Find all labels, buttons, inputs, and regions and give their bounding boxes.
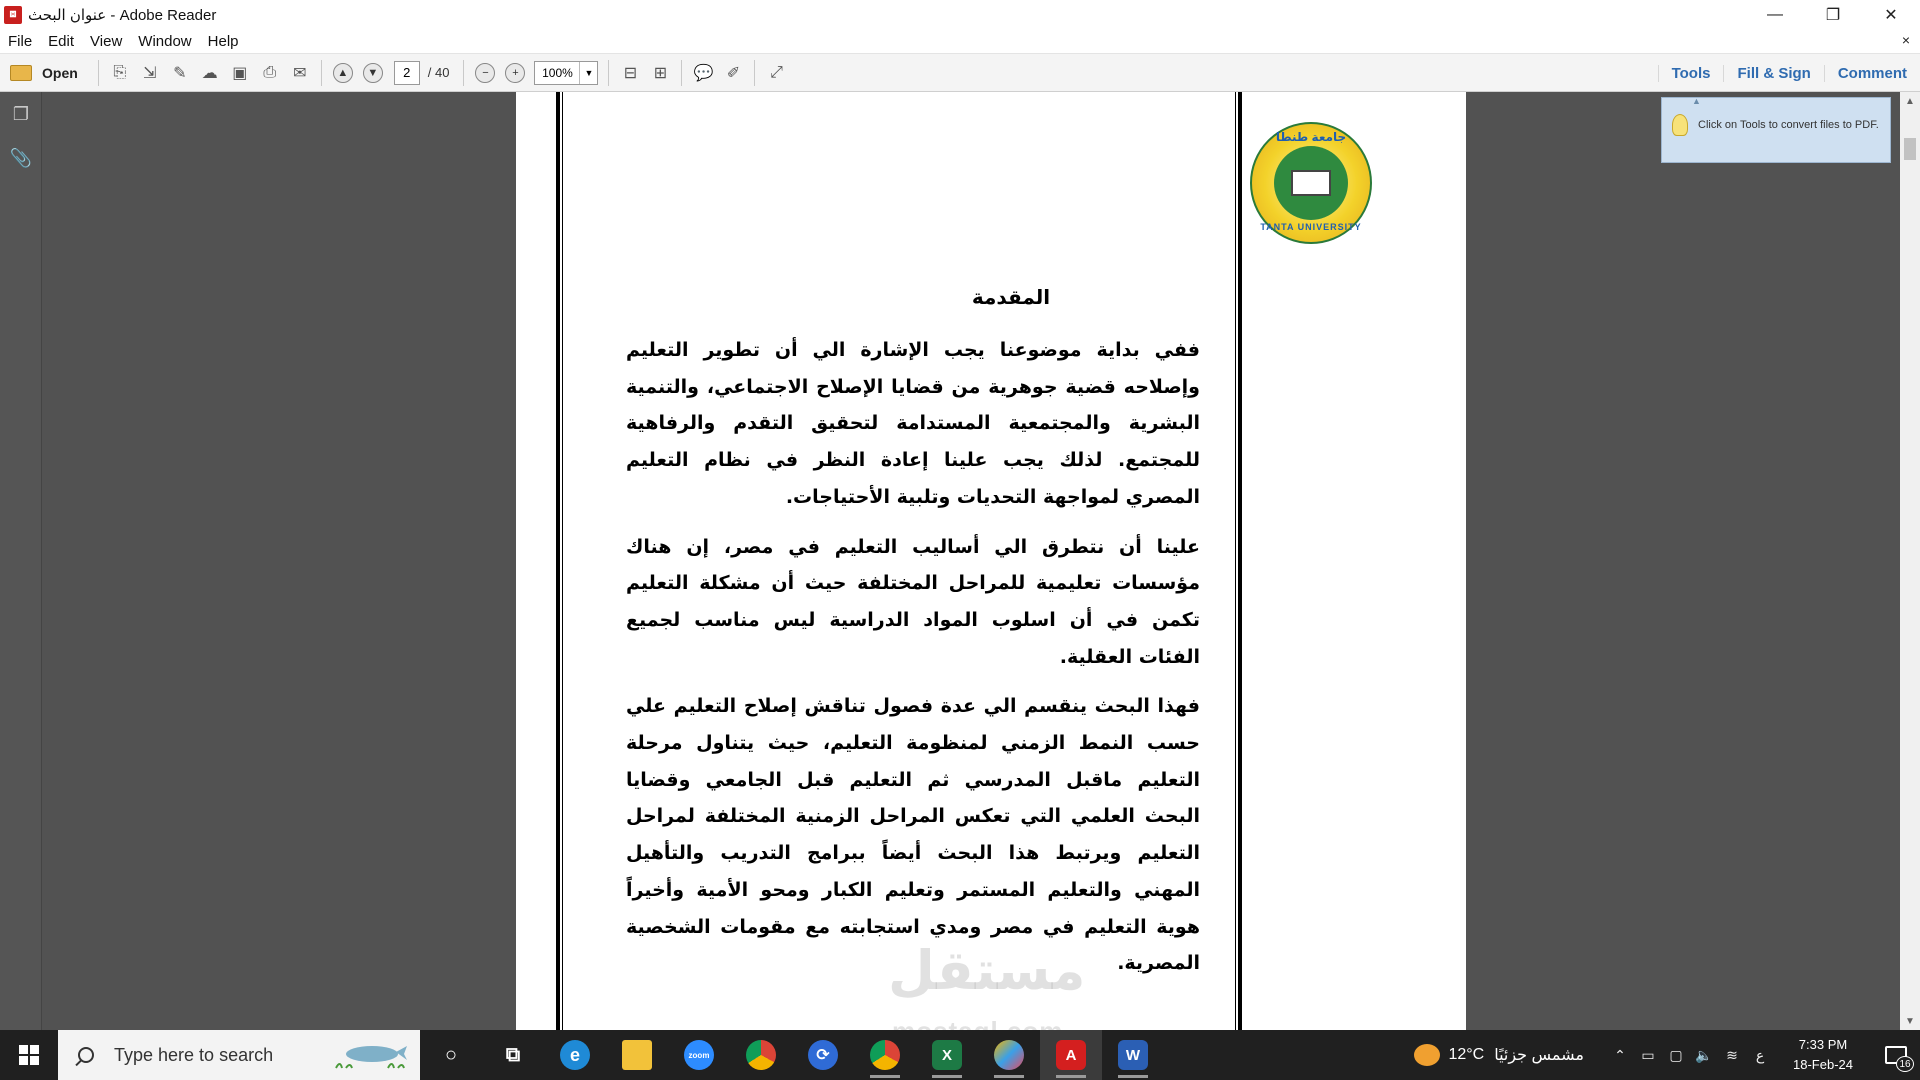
scroll-down-icon[interactable]: ▼ <box>1905 1015 1915 1027</box>
adobe-reader-icon: ⧈ <box>4 6 22 24</box>
comment-link[interactable]: Comment <box>1824 65 1920 82</box>
attachments-icon[interactable]: 📎 <box>9 147 33 168</box>
excel-icon[interactable] <box>916 1030 978 1080</box>
scroll-thumb[interactable] <box>1904 138 1916 160</box>
notification-count: 16 <box>1896 1056 1914 1072</box>
tools-tooltip <box>1661 97 1891 163</box>
volume-icon[interactable]: 🔈 <box>1695 1046 1713 1063</box>
file-explorer-icon[interactable] <box>606 1030 668 1080</box>
restore-button[interactable]: ❐ <box>1825 6 1841 24</box>
menu-bar <box>0 29 1920 54</box>
taskbar-search[interactable] <box>58 1030 420 1080</box>
clock-time: 7:33 PM <box>1798 1037 1848 1052</box>
paragraph: علينا أن نتطرق الي أساليب التعليم في مصر، إن هناك مؤسسات تعليمية للمراحل المختلفة حيث أن مشكلة التعليم تكمن في أن اسلوب المواد الدراسية ليس مناسب لجميع الفئات العقلية. <box>626 535 1200 668</box>
fit-width-icon[interactable]: ⊞ <box>653 64 668 82</box>
open-label: Open <box>42 64 78 81</box>
sync-icon[interactable] <box>792 1030 854 1080</box>
globe-icon <box>1274 146 1348 220</box>
task-view-icon[interactable] <box>420 1030 482 1080</box>
folder-icon <box>10 65 32 81</box>
weather-desc: مشمس جزئيًا <box>1494 1047 1584 1064</box>
lightbulb-icon <box>1672 114 1688 136</box>
language-indicator[interactable]: ع <box>1755 1046 1765 1063</box>
document-body <box>626 332 1200 995</box>
vertical-scrollbar[interactable] <box>1900 92 1920 1030</box>
wifi-icon[interactable]: ≋ <box>1726 1046 1738 1063</box>
paint-glyph <box>994 1040 1024 1070</box>
edge-icon[interactable] <box>544 1030 606 1080</box>
open-button[interactable] <box>10 65 78 81</box>
toolbar-right-links <box>1658 54 1920 92</box>
title-bar <box>0 0 1920 29</box>
zoom-select[interactable] <box>534 61 598 85</box>
toolbar-separator <box>754 60 755 86</box>
sticky-note-icon[interactable]: 💬 <box>693 64 714 82</box>
multitask-glyph: ⧉ <box>505 1043 521 1066</box>
scroll-up-icon[interactable]: ▲ <box>1905 95 1915 107</box>
arrow-up-icon: ▲ <box>333 63 353 83</box>
logo-text-bottom: TANTA UNIVERSITY <box>1260 222 1362 232</box>
edit-pdf-icon[interactable]: ✎ <box>173 64 187 82</box>
zoom-in-button[interactable] <box>500 58 530 88</box>
tools-link[interactable]: Tools <box>1658 65 1724 82</box>
toolbar-separator <box>463 60 464 86</box>
page-total: / 40 <box>427 65 450 80</box>
multitask-icon[interactable] <box>482 1030 544 1080</box>
previous-page-button[interactable] <box>328 58 358 88</box>
weather-widget[interactable] <box>1414 1044 1584 1066</box>
paragraph: ففي بداية موضوعنا يجب الإشارة الي أن تطوير التعليم وإصلاحه قضية جوهرية من قضايا الإصلاح الاجتماعي، والتنمية البشرية والمجتمعية المستدامة لتحقيق التقدم والرفاهية للمجتمع. لذلك يجب علينا إعادة النظر في نظام التعليم المصري لمواجهة التحديات وتلبية الأحتياجات. <box>626 339 1200 508</box>
minimize-button[interactable]: — <box>1767 5 1783 23</box>
task-view-glyph: ○ <box>444 1043 458 1066</box>
print-icon[interactable]: ⎙ <box>263 63 277 81</box>
book-icon <box>1291 170 1331 196</box>
highlight-icon[interactable]: ✐ <box>726 64 741 82</box>
chevron-up-icon[interactable]: ⌃ <box>1614 1046 1626 1063</box>
battery-icon[interactable]: ▭ <box>1641 1046 1655 1063</box>
notification-center[interactable] <box>1872 1030 1920 1080</box>
camera-icon[interactable]: ▢ <box>1669 1046 1683 1063</box>
toolbar-separator <box>608 60 609 86</box>
next-page-button[interactable] <box>358 58 388 88</box>
toolbar-separator <box>98 60 99 86</box>
caret-up-icon: ▲ <box>1692 96 1701 106</box>
document-viewport[interactable] <box>42 92 1900 1030</box>
menu-edit[interactable]: Edit <box>48 32 75 50</box>
zoom-glyph: zoom <box>684 1040 714 1070</box>
chrome-profile-glyph <box>870 1040 900 1070</box>
email-icon[interactable]: ✉ <box>293 64 307 82</box>
navigation-panel <box>0 92 42 1030</box>
whale-illustration-icon <box>332 1040 408 1070</box>
watermark: مستقل <box>888 939 1086 1002</box>
adobe-reader-taskbar-icon[interactable] <box>1040 1030 1102 1080</box>
zoom-icon[interactable] <box>668 1030 730 1080</box>
toolbar-separator <box>681 60 682 86</box>
chevron-down-icon: ▼ <box>579 62 597 84</box>
weather-temp: 12°C <box>1448 1046 1485 1063</box>
taskbar <box>0 1030 1920 1080</box>
partly-sunny-icon <box>1414 1044 1440 1066</box>
chrome-profile-icon[interactable] <box>854 1030 916 1080</box>
tooltip-text: Click on Tools to convert files to PDF. <box>1698 119 1879 131</box>
word-icon[interactable] <box>1102 1030 1164 1080</box>
word-glyph: W <box>1118 1040 1148 1070</box>
zoom-value: 100% <box>542 65 573 80</box>
toolbar-separator <box>321 60 322 86</box>
upload-cloud-icon[interactable]: ☁ <box>201 64 218 82</box>
document-heading: المقدمة <box>971 285 1051 309</box>
university-logo <box>1250 122 1372 244</box>
minus-icon: − <box>475 63 495 83</box>
fit-page-icon[interactable]: ⊟ <box>623 64 638 82</box>
plus-icon: + <box>505 63 525 83</box>
menu-view[interactable]: View <box>90 32 123 50</box>
start-button[interactable] <box>0 1030 58 1080</box>
clock[interactable] <box>1774 1035 1872 1075</box>
menu-file[interactable]: File <box>8 32 33 50</box>
chrome-glyph <box>746 1040 776 1070</box>
paint-icon[interactable] <box>978 1030 1040 1080</box>
toolbar <box>0 54 1920 92</box>
search-icon <box>78 1047 94 1063</box>
excel-glyph: X <box>932 1040 962 1070</box>
create-pdf-icon[interactable]: ⎘ <box>113 63 127 81</box>
close-document-button[interactable]: × <box>1901 32 1910 48</box>
page-number-input[interactable]: 2 <box>394 61 420 85</box>
chrome-icon[interactable] <box>730 1030 792 1080</box>
window-controls <box>1746 0 1920 29</box>
edge-glyph: e <box>560 1040 590 1070</box>
menu-help[interactable]: Help <box>207 32 239 50</box>
paragraph: فهذا البحث ينقسم الي عدة فصول تناقش إصلاح التعليم علي حسب النمط الزمني لمنظومة التعليم، حيث يتناول مرحلة التعليم ماقبل المدرسي ثم التعليم قبل الجامعي وقضايا البحث العلمي التي تعكس المراحل الزمنية المختلفة لمراحل التعليم ويرتبط هذا البحث أيضاً ببرامج التدريب والتأهيل المهني والتعليم المستمر وتعليم الكبار ومحو الأمية وأخيراً هوية التعليم في مصر ومدي استجابته مع مقومات الشخصية المصرية. <box>626 695 1200 975</box>
zoom-out-button[interactable] <box>470 58 500 88</box>
export-pdf-icon[interactable]: ⇲ <box>143 64 157 82</box>
page-thumbnails-icon[interactable]: ❐ <box>12 103 30 124</box>
logo-text-top: جامعة طنطا <box>1275 130 1347 144</box>
full-screen-icon[interactable]: ⤢ <box>770 63 783 81</box>
folder-glyph <box>622 1040 652 1070</box>
windows-logo-icon <box>19 1045 39 1065</box>
window-title: عنوان البحث - Adobe Reader <box>28 6 217 24</box>
adobe-glyph: A <box>1056 1040 1086 1070</box>
close-button[interactable]: ✕ <box>1884 6 1898 24</box>
clock-date: 18-Feb-24 <box>1793 1057 1853 1072</box>
search-placeholder: Type here to search <box>114 1044 274 1065</box>
arrow-down-icon: ▼ <box>363 63 383 83</box>
fill-sign-link[interactable]: Fill & Sign <box>1723 65 1823 82</box>
menu-window[interactable]: Window <box>138 32 192 50</box>
save-icon[interactable]: ▣ <box>232 64 248 82</box>
system-tray <box>1414 1030 1920 1080</box>
pdf-page <box>516 92 1466 1030</box>
sync-glyph: ⟳ <box>808 1040 838 1070</box>
